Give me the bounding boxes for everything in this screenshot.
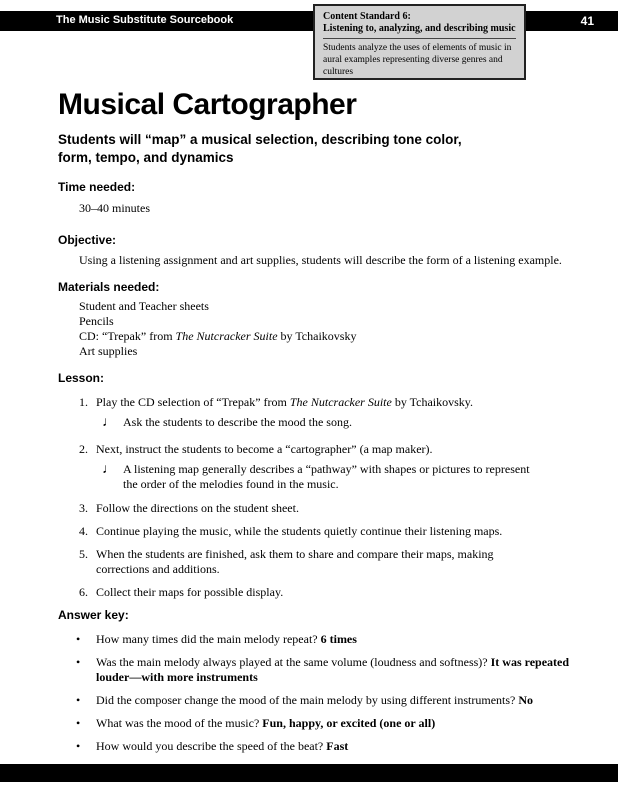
music-note-icon: ♩ (102, 415, 116, 430)
answer-item: • Was the main melody always played at the same volume (loudness and softness)? It was repeated louder—with more instruments (76, 655, 570, 684)
materials-item: Student and Teacher sheets (79, 299, 209, 313)
answer-list (76, 632, 579, 754)
time-value: 30–40 minutes (79, 201, 150, 215)
materials-item: Pencils (79, 314, 114, 328)
music-note-icon: ♩ (102, 462, 116, 477)
lesson-heading: Lesson: (58, 371, 105, 385)
objective-heading: Objective: (58, 233, 117, 247)
materials-list (79, 299, 356, 359)
materials-heading: Materials needed: (58, 280, 160, 294)
standard-description: Students analyze the uses of elements of music in aural examples representing diverse genres and cultures (323, 43, 512, 77)
content-standard-box (313, 4, 526, 80)
page-subtitle: Students will “map” a musical selection, describing tone color, form, tempo, and dynamics (58, 132, 462, 165)
lesson-step: 6. Collect their maps for possible display. (79, 585, 284, 599)
lesson-step: 3. Follow the directions on the student sheet. (79, 501, 299, 515)
lesson-step: 5. When the students are finished, ask them to share and compare their maps, making corrections and additions. (79, 547, 494, 576)
footer-bar (0, 764, 618, 782)
lesson-note: ♩ Ask the students to describe the mood the song. (102, 415, 352, 430)
page-number: 41 (580, 14, 594, 28)
lesson-step: 1. Play the CD selection of “Trepak” from The Nutcracker Suite by Tchaikovsky. (79, 395, 473, 409)
answer-item: • How would you describe the speed of the beat? Fast (76, 739, 349, 753)
answer-item: • What was the mood of the music? Fun, happy, or excited (one or all) (76, 716, 436, 730)
time-heading: Time needed: (58, 180, 136, 194)
materials-item-cd: CD: “Trepak” from The Nutcracker Suite by Tchaikovsky (79, 329, 357, 343)
page-title: Musical Cartographer (58, 88, 357, 121)
objective-text: Using a listening assignment and art supplies, students will describe the form of a listening example. (79, 253, 562, 267)
standard-title: Content Standard 6: (323, 11, 411, 22)
lesson-steps (79, 395, 579, 600)
materials-item: Art supplies (79, 344, 138, 358)
answer-item: • How many times did the main melody repeat? 6 times (76, 632, 357, 646)
answer-item: • Did the composer change the mood of the main melody by using different instruments? No (76, 693, 534, 707)
standard-subtitle: Listening to, analyzing, and describing music (323, 23, 516, 34)
lesson-note: ♩ A listening map generally describes a “pathway” with shapes or pictures to represent the order of the melodies found in the music. (102, 462, 530, 491)
book-title: The Music Substitute Sourcebook (56, 14, 234, 26)
lesson-step: 2. Next, instruct the students to become a “cartographer” (a map maker). (79, 442, 433, 456)
lesson-step: 4. Continue playing the music, while the students quietly continue their listening maps. (79, 524, 503, 538)
standard-divider (323, 38, 516, 39)
answer-key-heading: Answer key: (58, 608, 129, 622)
